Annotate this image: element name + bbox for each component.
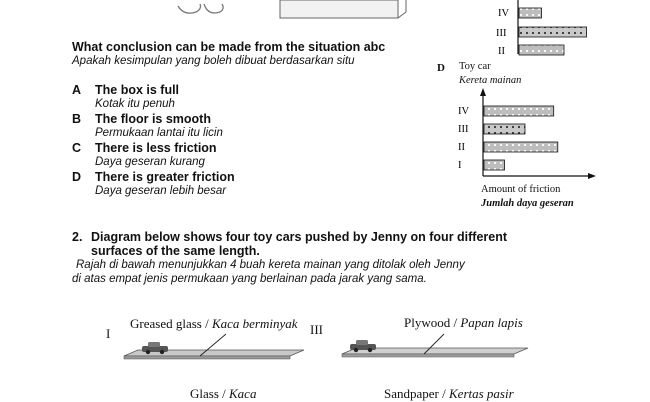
option-d-chart-bar-ii bbox=[484, 142, 558, 152]
option-a-text-en: The box is full bbox=[95, 83, 180, 97]
option-d-chart-ylabel-ms: Kereta mainan bbox=[459, 75, 522, 86]
question-2-text-ms-line2: di atas empat jenis permukaan yang berlainan pada jarak yang sama. bbox=[72, 273, 427, 285]
option-c-letter: C bbox=[72, 141, 82, 155]
option-d-chart bbox=[450, 88, 600, 188]
option-d-chart-ylabel-en: Toy car bbox=[459, 61, 491, 72]
question-2-number: 2. bbox=[72, 230, 83, 244]
question-2-text-en-line1: Diagram below shows four toy cars pushed by Jenny on four different bbox=[91, 230, 508, 244]
question-2-text-ms-line1: Rajah di bawah menunjukkan 4 buah kereta mainan yang ditolak oleh Jenny bbox=[76, 259, 465, 271]
surface-i-label: Greased glass / Kaca berminyak bbox=[130, 316, 298, 331]
option-a-letter: A bbox=[72, 83, 82, 97]
option-c-chart bbox=[470, 0, 610, 56]
option-d-text-ms: Daya geseran lebih besar bbox=[95, 185, 227, 197]
option-c-chart-bar-ii bbox=[519, 45, 564, 55]
option-d-text-en: There is greater friction bbox=[95, 170, 235, 184]
option-b-text-ms: Permukaan lantai itu licin bbox=[95, 127, 223, 139]
question-2-text-en-line2: surfaces of the same length. bbox=[91, 244, 260, 258]
question-1-text-ms: Apakah kesimpulan yang boleh dibuat berdasarkan situ bbox=[72, 55, 355, 67]
option-c-text-en: There is less friction bbox=[95, 141, 217, 155]
option-d-chart-bar-iv bbox=[484, 106, 554, 116]
option-d-chart-y-arrow bbox=[480, 88, 486, 96]
option-c-text-ms: Daya geseran kurang bbox=[95, 156, 205, 168]
surface-glass-label: Glass / Kaca bbox=[190, 386, 257, 401]
surface-iii-numeral: III bbox=[310, 322, 323, 337]
option-d-chart-label-iii: III bbox=[458, 124, 469, 135]
option-d-chart-x-arrow bbox=[588, 173, 596, 179]
surface-sandpaper-label: Sandpaper / Kertas pasir bbox=[384, 386, 514, 401]
option-d-chart-label-ii: II bbox=[458, 142, 465, 153]
question-1-text-en: What conclusion can be made from the situation abc bbox=[72, 40, 386, 54]
option-c-chart-bar-iv bbox=[519, 8, 542, 18]
option-c-chart-bar-iii bbox=[519, 27, 587, 37]
option-d-chart-label-iv: IV bbox=[458, 106, 470, 117]
surface-iii-label: Plywood / Papan lapis bbox=[404, 315, 523, 330]
option-c-chart-label-iv: IV bbox=[498, 8, 510, 19]
option-d-chart-bar-iii bbox=[484, 124, 525, 134]
surface-iii-illustration bbox=[336, 328, 532, 364]
option-d-chart-letter: D bbox=[437, 62, 445, 74]
option-d-chart-xlabel-en: Amount of friction bbox=[481, 184, 561, 195]
option-d-chart-xlabel-ms: Jumlah daya geseran bbox=[481, 198, 574, 209]
surface-i-illustration bbox=[118, 330, 308, 366]
surface-i-numeral: I bbox=[106, 326, 111, 341]
option-c-chart-label-ii: II bbox=[498, 46, 505, 56]
option-c-chart-label-iii: III bbox=[496, 28, 507, 39]
option-b-text-en: The floor is smooth bbox=[95, 112, 211, 126]
option-a-text-ms: Kotak itu penuh bbox=[95, 98, 175, 110]
option-d-chart-label-i: I bbox=[458, 160, 462, 171]
option-b-letter: B bbox=[72, 112, 82, 126]
box-illustration bbox=[160, 0, 420, 24]
option-d-chart-bar-i bbox=[484, 160, 505, 170]
option-d-letter: D bbox=[72, 170, 82, 184]
